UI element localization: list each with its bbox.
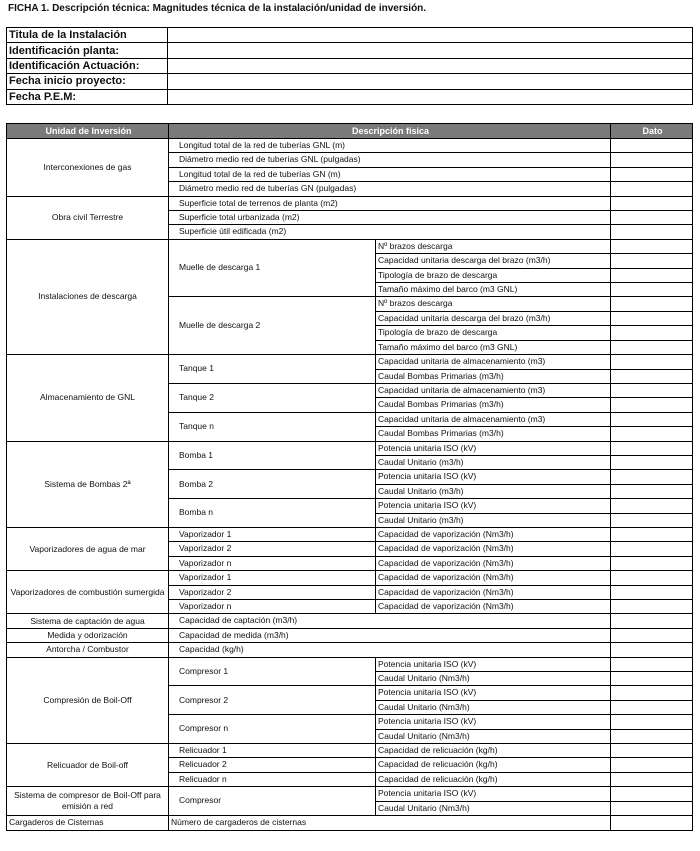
- desc-cell: Número de cargaderos de cisternas: [169, 816, 611, 830]
- dato-field[interactable]: [611, 527, 693, 541]
- unit-sistema-bombas: Sistema de Bombas 2ª: [7, 441, 169, 527]
- dato-field[interactable]: [611, 484, 693, 498]
- header-descripcion: Descripción física: [169, 124, 611, 139]
- table-row: [7, 744, 693, 758]
- dato-field[interactable]: [611, 600, 693, 614]
- dato-field[interactable]: [611, 239, 693, 253]
- desc-cell: Diámetro medio red de tuberías GN (pulgadas): [169, 182, 611, 196]
- unit-interconexiones-gas: Interconexiones de gas: [7, 139, 169, 197]
- ident-label: Identificación Actuación:: [7, 58, 168, 73]
- param-cell: Capacidad de vaporización (Nm3/h): [376, 600, 611, 614]
- sub-relicuador: Relicuador n: [169, 772, 376, 786]
- desc-cell: Superficie total de terrenos de planta (m2): [169, 196, 611, 210]
- table-row: [7, 441, 693, 455]
- sub-compresor-n: Compresor n: [169, 715, 376, 744]
- param-cell: Tamaño máximo del barco (m3 GNL): [376, 340, 611, 354]
- param-cell: Caudal Unitario (m3/h): [376, 455, 611, 469]
- dato-field[interactable]: [611, 311, 693, 325]
- table-row: [7, 355, 693, 369]
- table-row: [7, 139, 693, 153]
- sub-relicuador: Relicuador 1: [169, 744, 376, 758]
- dato-field[interactable]: [611, 268, 693, 282]
- desc-cell: Diámetro medio red de tuberías GNL (pulgadas): [169, 153, 611, 167]
- desc-cell: Superficie total urbanizada (m2): [169, 211, 611, 225]
- dato-field[interactable]: [611, 801, 693, 815]
- param-cell: Capacidad de vaporización (Nm3/h): [376, 585, 611, 599]
- table-row: [7, 196, 693, 210]
- param-cell: Caudal Unitario (m3/h): [376, 484, 611, 498]
- param-cell: Potencia unitaria ISO (kV): [376, 499, 611, 513]
- dato-field[interactable]: [611, 455, 693, 469]
- sub-compresor-1: Compresor 1: [169, 657, 376, 686]
- param-cell: Capacidad unitaria descarga del brazo (m3/h): [376, 254, 611, 268]
- table-row: [7, 614, 693, 628]
- dato-field[interactable]: [611, 398, 693, 412]
- param-cell: Tamaño máximo del barco (m3 GNL): [376, 283, 611, 297]
- ident-value-field[interactable]: [168, 89, 693, 104]
- dato-field[interactable]: [611, 571, 693, 585]
- sub-compresor-2: Compresor 2: [169, 686, 376, 715]
- param-cell: Caudal Bombas Primarias (m3/h): [376, 369, 611, 383]
- dato-field[interactable]: [611, 225, 693, 239]
- sub-vaporizador: Vaporizador 1: [169, 571, 376, 585]
- ident-value-field[interactable]: [168, 28, 693, 43]
- dato-field[interactable]: [611, 369, 693, 383]
- param-cell: Nº brazos descarga: [376, 297, 611, 311]
- dato-field[interactable]: [611, 182, 693, 196]
- ident-row: [7, 43, 693, 58]
- param-cell: Capacidad de relicuación (kg/h): [376, 758, 611, 772]
- param-cell: Capacidad unitaria descarga del brazo (m3/h): [376, 311, 611, 325]
- param-cell: Capacidad de vaporización (Nm3/h): [376, 527, 611, 541]
- param-cell: Potencia unitaria ISO (kV): [376, 441, 611, 455]
- desc-cell: Capacidad de medida (m3/h): [169, 628, 611, 642]
- dato-field[interactable]: [611, 556, 693, 570]
- param-cell: Nº brazos descarga: [376, 239, 611, 253]
- dato-field[interactable]: [611, 383, 693, 397]
- param-cell: Caudal Unitario (Nm3/h): [376, 700, 611, 714]
- sub-vaporizador: Vaporizador n: [169, 556, 376, 570]
- dato-field[interactable]: [611, 614, 693, 628]
- param-cell: Tipología de brazo de descarga: [376, 326, 611, 340]
- dato-field[interactable]: [611, 355, 693, 369]
- table-row: [7, 571, 693, 585]
- dato-field[interactable]: [611, 657, 693, 671]
- param-cell: Caudal Bombas Primarias (m3/h): [376, 427, 611, 441]
- dato-field[interactable]: [611, 326, 693, 340]
- ident-label: Fecha inicio proyecto:: [7, 74, 168, 89]
- sub-vaporizador: Vaporizador 2: [169, 542, 376, 556]
- param-cell: Potencia unitaria ISO (kV): [376, 657, 611, 671]
- dato-field[interactable]: [611, 283, 693, 297]
- dato-field[interactable]: [611, 139, 693, 153]
- unit-compresion-boiloff: Compresión de Boil-Off: [7, 657, 169, 743]
- table-row: [7, 527, 693, 541]
- sub-tanque-2: Tanque 2: [169, 383, 376, 412]
- dato-field[interactable]: [611, 758, 693, 772]
- unit-almacenamiento-gnl: Almacenamiento de GNL: [7, 355, 169, 441]
- dato-field[interactable]: [611, 585, 693, 599]
- dato-field[interactable]: [611, 715, 693, 729]
- param-cell: Caudal Unitario (m3/h): [376, 513, 611, 527]
- param-cell: Potencia unitaria ISO (kV): [376, 715, 611, 729]
- param-cell: Capacidad de vaporización (Nm3/h): [376, 556, 611, 570]
- param-cell: Potencia unitaria ISO (kV): [376, 686, 611, 700]
- document-title: FICHA 1. Descripción técnica: Magnitudes técnica de la instalación/unidad de inversión.: [8, 3, 427, 14]
- ident-value-field[interactable]: [168, 58, 693, 73]
- ident-label: Fecha P.E.M:: [7, 89, 168, 104]
- param-cell: Caudal Unitario (Nm3/h): [376, 801, 611, 815]
- header-dato: Dato: [611, 124, 693, 139]
- unit-instalaciones-descarga: Instalaciones de descarga: [7, 239, 169, 354]
- sub-vaporizador: Vaporizador 2: [169, 585, 376, 599]
- sub-tanque-n: Tanque n: [169, 412, 376, 441]
- param-cell: Caudal Unitario (Nm3/h): [376, 672, 611, 686]
- param-cell: Capacidad unitaria de almacenamiento (m3): [376, 412, 611, 426]
- unit-medida-odorizacion: Medida y odorización: [7, 628, 169, 642]
- desc-cell: Longitud total de la red de tuberías GN (m): [169, 167, 611, 181]
- table-row: [7, 816, 693, 830]
- ident-row: [7, 58, 693, 73]
- sub-tanque-1: Tanque 1: [169, 355, 376, 384]
- table-row: [7, 657, 693, 671]
- param-cell: Potencia unitaria ISO (kV): [376, 470, 611, 484]
- table-row: [7, 787, 693, 801]
- sub-muelle-2: Muelle de descarga 2: [169, 297, 376, 355]
- dato-field[interactable]: [611, 297, 693, 311]
- param-cell: Caudal Bombas Primarias (m3/h): [376, 398, 611, 412]
- header-row: [7, 124, 693, 139]
- dato-field[interactable]: [611, 744, 693, 758]
- dato-field[interactable]: [611, 196, 693, 210]
- param-cell: Capacidad de relicuación (kg/h): [376, 772, 611, 786]
- desc-cell: Capacidad (kg/h): [169, 643, 611, 657]
- desc-cell: Longitud total de la red de tuberías GNL (m): [169, 139, 611, 153]
- dato-field[interactable]: [611, 167, 693, 181]
- ident-value-field[interactable]: [168, 43, 693, 58]
- ident-value-field[interactable]: [168, 74, 693, 89]
- sub-compresor: Compresor: [169, 787, 376, 816]
- table-row: [7, 628, 693, 642]
- unit-antorcha: Antorcha / Combustor: [7, 643, 169, 657]
- dato-field[interactable]: [611, 686, 693, 700]
- param-cell: Capacidad unitaria de almacenamiento (m3): [376, 383, 611, 397]
- dato-field[interactable]: [611, 499, 693, 513]
- dato-field[interactable]: [611, 153, 693, 167]
- dato-field[interactable]: [611, 412, 693, 426]
- unit-vaporizadores-combustion: Vaporizadores de combustión sumergida: [7, 571, 169, 614]
- ident-row: [7, 28, 693, 43]
- table-row: [7, 239, 693, 253]
- unit-relicuador: Relicuador de Boil-off: [7, 744, 169, 787]
- dato-field[interactable]: [611, 729, 693, 743]
- sub-muelle-1: Muelle de descarga 1: [169, 239, 376, 297]
- param-cell: Capacidad de vaporización (Nm3/h): [376, 571, 611, 585]
- param-cell: Capacidad unitaria de almacenamiento (m3): [376, 355, 611, 369]
- dato-field[interactable]: [611, 211, 693, 225]
- ident-label: Titula de la Instalación: [7, 28, 168, 43]
- unit-compresor-red: Sistema de compresor de Boil-Off para emisión a red: [7, 787, 169, 816]
- dato-field[interactable]: [611, 772, 693, 786]
- dato-field[interactable]: [611, 542, 693, 556]
- param-cell: Capacidad de vaporización (Nm3/h): [376, 542, 611, 556]
- unit-captacion-agua: Sistema de captación de agua: [7, 614, 169, 628]
- sub-vaporizador: Vaporizador n: [169, 600, 376, 614]
- desc-cell: Capacidad de captación (m3/h): [169, 614, 611, 628]
- sub-bomba-n: Bomba n: [169, 499, 376, 528]
- param-cell: Tipología de brazo de descarga: [376, 268, 611, 282]
- dato-field[interactable]: [611, 340, 693, 354]
- identification-table: [6, 27, 693, 105]
- sub-bomba-1: Bomba 1: [169, 441, 376, 470]
- dato-field[interactable]: [611, 700, 693, 714]
- dato-field[interactable]: [611, 441, 693, 455]
- ident-label: Identificación planta:: [7, 43, 168, 58]
- table-row: [7, 643, 693, 657]
- unit-obra-civil: Obra civil Terrestre: [7, 196, 169, 239]
- param-cell: Caudal Unitario (Nm3/h): [376, 729, 611, 743]
- param-cell: Capacidad de relicuación (kg/h): [376, 744, 611, 758]
- dato-field[interactable]: [611, 643, 693, 657]
- dato-field[interactable]: [611, 672, 693, 686]
- dato-field[interactable]: [611, 816, 693, 830]
- investment-units-table: [6, 123, 693, 831]
- sub-vaporizador: Vaporizador 1: [169, 527, 376, 541]
- sub-relicuador: Relicuador 2: [169, 758, 376, 772]
- dato-field[interactable]: [611, 427, 693, 441]
- unit-cargaderos-cisternas: Cargaderos de Cisternas: [7, 816, 169, 830]
- dato-field[interactable]: [611, 513, 693, 527]
- ident-row: [7, 89, 693, 104]
- sub-bomba-2: Bomba 2: [169, 470, 376, 499]
- desc-cell: Superficie útil edificada (m2): [169, 225, 611, 239]
- param-cell: Potencia unitaria ISO (kV): [376, 787, 611, 801]
- header-unidad: Unidad de Inversión: [7, 124, 169, 139]
- unit-vaporizadores-mar: Vaporizadores de agua de mar: [7, 527, 169, 570]
- dato-field[interactable]: [611, 787, 693, 801]
- dato-field[interactable]: [611, 254, 693, 268]
- dato-field[interactable]: [611, 470, 693, 484]
- ident-row: [7, 74, 693, 89]
- dato-field[interactable]: [611, 628, 693, 642]
